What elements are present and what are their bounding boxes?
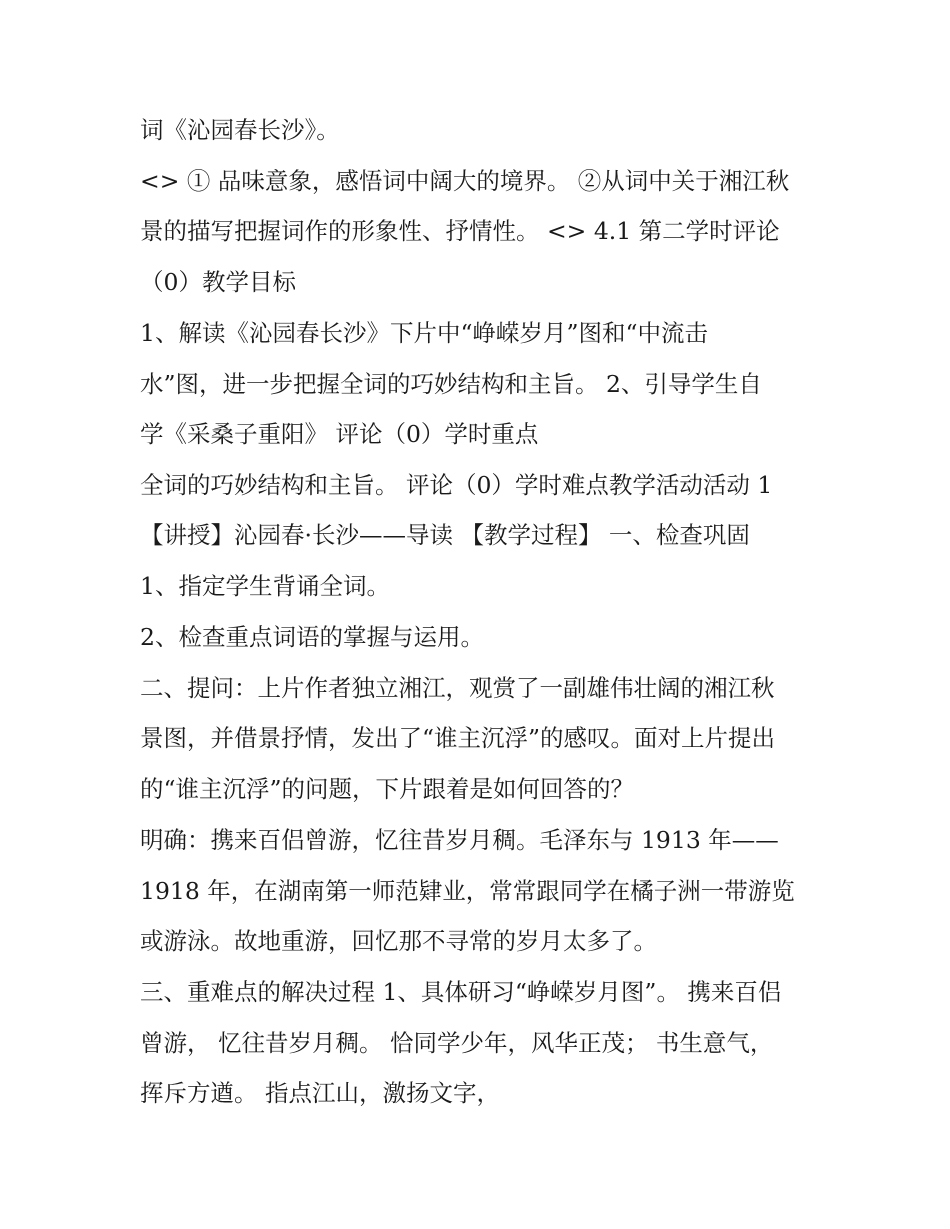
text-line: （0）教学目标 xyxy=(140,268,296,296)
text-line: 三、重难点的解决过程 1、具体研习“峥嵘岁月图”。 携来百侣 xyxy=(140,978,782,1006)
text-line: 全词的巧妙结构和主旨。 评论（0）学时难点教学活动活动 1 xyxy=(140,471,773,499)
text-line: 水”图，进一步把握全词的巧妙结构和主旨。 2、引导学生自 xyxy=(140,370,762,398)
text-line: 明确：携来百侣曾游，忆往昔岁月稠。毛泽东与 1913 年—— xyxy=(140,826,779,854)
text-line: 挥斥方遒。 指点江山，激扬文字， xyxy=(140,1079,500,1107)
text-line: 或游泳。故地重游，回忆那不寻常的岁月太多了。 xyxy=(140,927,657,955)
text-line: 1918 年，在湖南第一师范肄业，常常跟同学在橘子洲一带游览 xyxy=(140,877,795,905)
text-line: 景图，并借景抒情，发出了“谁主沉浮”的感叹。面对上片提出 xyxy=(140,724,776,752)
text-line: 曾游， 忆往昔岁月稠。 恰同学少年，风华正茂； 书生意气， xyxy=(140,1029,774,1057)
text-line: 景的描写把握词作的形象性、抒情性。 <> 4.1 第二学时评论 xyxy=(140,217,780,245)
text-line: 【讲授】沁园春·长沙——导读 【教学过程】 一、检查巩固 xyxy=(140,521,750,549)
text-line: 的“谁主沉浮”的问题，下片跟着是如何回答的？ xyxy=(140,775,635,803)
text-line: 1、指定学生背诵全词。 xyxy=(140,572,390,600)
text-line: <> ① 品味意象，感悟词中阔大的境界。 ②从词中关于湘江秋 xyxy=(140,167,790,195)
text-line: 2、检查重点词语的掌握与运用。 xyxy=(140,623,484,651)
text-line: 1、解读《沁园春长沙》下片中“峥嵘岁月”图和“中流击 xyxy=(140,319,708,347)
text-line: 学《采桑子重阳》 评论（0）学时重点 xyxy=(140,420,539,448)
text-line: 词《沁园春长沙》。 xyxy=(140,116,340,144)
text-line: 二、提问：上片作者独立湘江，观赏了一副雄伟壮阔的湘江秋 xyxy=(140,674,775,702)
